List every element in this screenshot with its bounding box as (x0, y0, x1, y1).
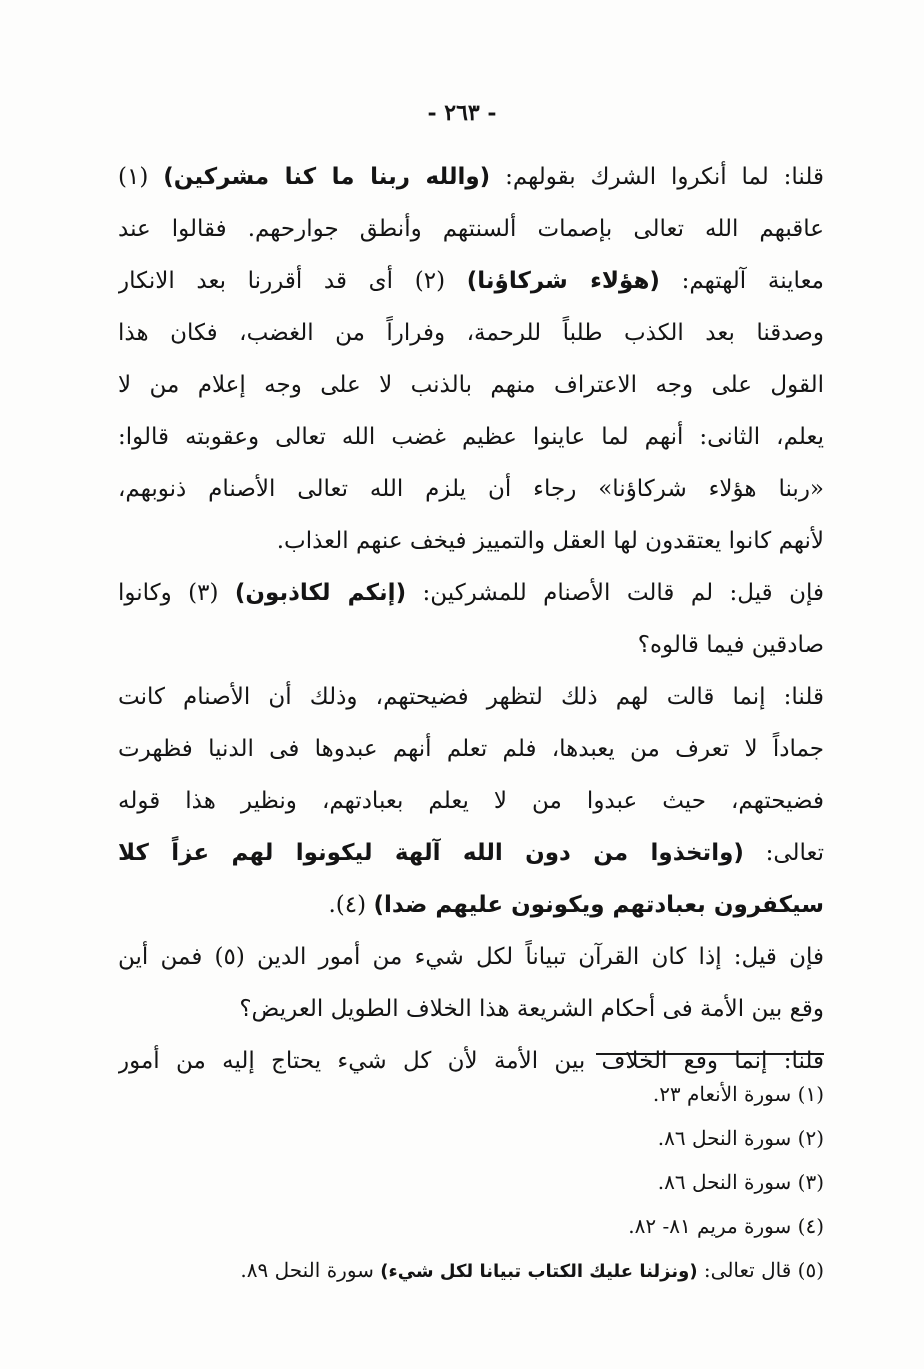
text-line (118, 931, 824, 983)
text-run: تعالى: (743, 840, 824, 866)
text-run: (٤). (328, 892, 374, 918)
text-line (118, 307, 824, 359)
footnote-text: (٢) سورة النحل ٨٦. (657, 1126, 824, 1150)
page-number: - ٢٦٣ - (427, 100, 497, 126)
text-line (118, 619, 824, 671)
text-run: فضيحتهم، حيث عبدوا من لا يعلم بعبادتهم، ونظير هذا قوله (118, 788, 824, 814)
footnote-text: سورة النحل ٨٩. (240, 1258, 381, 1282)
text-run: فإن قيل: إذا كان القرآن تبياناً لكل شيء من أمور الدين (٥) فمن أين (118, 944, 824, 970)
text-run: «ربنا هؤلاء شركاؤنا» رجاء أن يلزم الله تعالى الأصنام ذنوبهم، (118, 476, 824, 502)
text-line (118, 723, 824, 775)
footnote-item (118, 1248, 824, 1292)
text-line (118, 567, 824, 619)
text-run: معاينة آلهتهم: (659, 268, 824, 294)
text-line (118, 983, 824, 1035)
text-line (118, 411, 824, 463)
text-run: لأنهم كانوا يعتقدون لها العقل والتمييز فيخف عنهم العذاب. (276, 528, 824, 554)
body-text (118, 151, 824, 1087)
quran-quote: (واتخذوا من دون الله آلهة ليكونوا لهم عزاً كلا (118, 840, 744, 866)
text-run: وصدقنا بعد الكذب طلباً للرحمة، وفراراً من الغضب، فكان هذا (118, 320, 824, 346)
text-line (118, 255, 824, 307)
text-run: يعلم، الثانى: أنهم لما عاينوا عظيم غضب الله تعالى وعقوبته قالوا: (118, 424, 824, 450)
text-run: (٢) أى قد أقررنا بعد الانكار (118, 268, 467, 294)
footnote-text: (٥) قال تعالى: (697, 1258, 824, 1282)
text-line (118, 827, 824, 879)
text-run: قلنا: إنما قالت لهم ذلك لتظهر فضيحتهم، وذلك أن الأصنام كانت (118, 684, 824, 710)
quran-quote: (والله ربنا ما كنا مشركين) (163, 164, 491, 190)
text-run: عاقبهم الله تعالى بإصمات ألسنتهم وأنطق جوارحهم. فقالوا عند (118, 216, 824, 242)
text-run: صادقين فيما قالوه؟ (637, 632, 824, 658)
text-line (118, 203, 824, 255)
footnote-text: (٤) سورة مريم ٨١- ٨٢. (628, 1214, 824, 1238)
footnotes (118, 1072, 824, 1292)
text-run: فإن قيل: لم قالت الأصنام للمشركين: (406, 580, 824, 606)
footnote-divider (596, 1053, 824, 1055)
quran-quote: (إنكم لكاذبون) (234, 580, 407, 606)
text-run: قلنا: إنما وقع الخلاف بين الأمة لأن كل شيء يحتاج إليه من أمور (118, 1048, 824, 1074)
footnote-item (118, 1072, 824, 1116)
text-run: (١) (118, 164, 164, 190)
text-run: (٣) وكانوا (118, 580, 235, 606)
text-line (118, 463, 824, 515)
footnote-text: (٣) سورة النحل ٨٦. (657, 1170, 824, 1194)
footnote-item (118, 1204, 824, 1248)
footnote-text: (١) سورة الأنعام ٢٣. (652, 1082, 824, 1106)
quran-quote: سيكفرون بعبادتهم ويكونون عليهم ضدا) (373, 892, 824, 918)
text-run: وقع بين الأمة فى أحكام الشريعة هذا الخلاف الطويل العريض؟ (239, 996, 824, 1022)
footnote-item (118, 1116, 824, 1160)
quran-quote: (هؤلاء شركاؤنا) (466, 268, 660, 294)
footnote-item (118, 1160, 824, 1204)
text-line (118, 515, 824, 567)
text-run: جماداً لا تعرف من يعبدها، فلم تعلم أنهم عبدوها فى الدنيا فظهرت (118, 736, 824, 762)
text-line (118, 775, 824, 827)
text-line (118, 879, 824, 931)
text-line (118, 151, 824, 203)
text-line (118, 671, 824, 723)
footnote-quote: (ونزلنا عليك الكتاب تبيانا لكل شيء) (380, 1261, 698, 1282)
text-run: قلنا: لما أنكروا الشرك بقولهم: (490, 164, 824, 190)
text-line (118, 359, 824, 411)
text-run: القول على وجه الاعتراف منهم بالذنب لا على وجه إعلام من لا (118, 372, 824, 398)
